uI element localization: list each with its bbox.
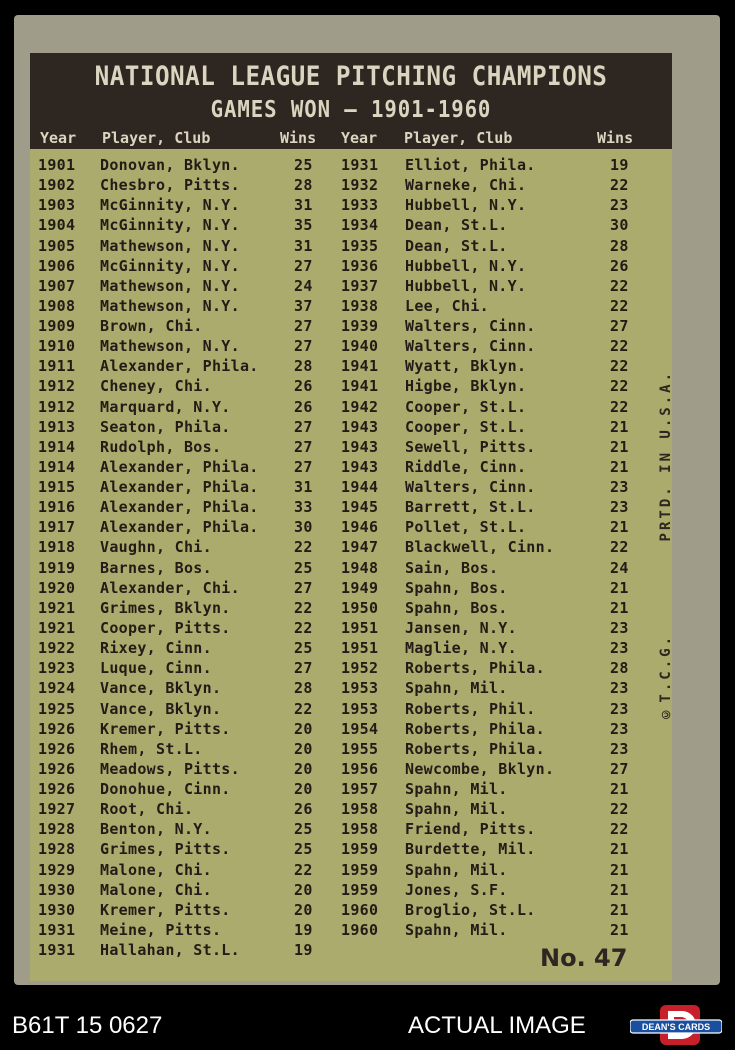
row-wins: 24 (610, 558, 629, 577)
row-wins: 23 (610, 679, 629, 698)
row-wins: 22 (294, 860, 313, 879)
row-player: Jones, S.F. (405, 880, 508, 899)
row-player: Roberts, Phila. (405, 719, 545, 738)
row-wins: 22 (294, 618, 313, 637)
row-player: Alexander, Phila. (100, 457, 259, 476)
row-wins: 23 (610, 719, 629, 738)
row-year: 1930 (38, 880, 76, 899)
row-wins: 27 (294, 578, 313, 597)
row-player: Alexander, Phila. (100, 478, 259, 497)
row-player: Spahn, Bos. (405, 578, 508, 597)
row-wins: 21 (610, 920, 629, 939)
row-wins: 22 (610, 820, 629, 839)
row-player: Alexander, Phila. (100, 498, 259, 517)
row-player: Vaughn, Chi. (100, 538, 212, 557)
row-year: 1918 (38, 538, 76, 557)
row-player: Dean, St.L. (405, 236, 508, 255)
row-wins: 24 (294, 276, 313, 295)
row-year: 1909 (38, 317, 76, 336)
row-player: Walters, Cinn. (405, 337, 536, 356)
row-wins: 28 (610, 659, 629, 678)
row-year: 1952 (341, 659, 379, 678)
row-wins: 21 (610, 457, 629, 476)
row-player: Elliot, Phila. (405, 156, 536, 174)
row-wins: 21 (610, 860, 629, 879)
row-player: Barnes, Bos. (100, 558, 212, 577)
row-wins: 19 (610, 156, 629, 174)
row-player: Grimes, Pitts. (100, 840, 231, 859)
row-wins: 25 (294, 558, 313, 577)
row-year: 1929 (38, 860, 76, 879)
row-player: Hubbell, N.Y. (405, 276, 527, 295)
row-wins: 23 (610, 639, 629, 658)
row-year: 1919 (38, 558, 76, 577)
row-wins: 27 (294, 317, 313, 336)
row-player: Higbe, Bklyn. (405, 377, 527, 396)
row-wins: 23 (610, 478, 629, 497)
row-player: Malone, Chi. (100, 860, 212, 879)
row-wins: 20 (294, 900, 313, 919)
row-player: Hubbell, N.Y. (405, 256, 527, 275)
row-wins: 27 (294, 457, 313, 476)
row-player: Warneke, Chi. (405, 176, 527, 195)
row-year: 1945 (341, 498, 379, 517)
row-player: Spahn, Mil. (405, 860, 508, 879)
row-player: Vance, Bklyn. (100, 679, 222, 698)
row-wins: 21 (610, 437, 629, 456)
row-wins: 26 (294, 377, 313, 396)
row-wins: 35 (294, 216, 313, 235)
row-year: 1914 (38, 437, 76, 456)
row-year: 1921 (38, 618, 76, 637)
row-wins: 22 (610, 538, 629, 557)
header-wins-right: Wins (597, 129, 634, 147)
row-wins: 27 (610, 759, 629, 778)
row-wins: 22 (610, 296, 629, 315)
row-player: Mathewson, N.Y. (100, 296, 240, 315)
row-player: Donovan, Bklyn. (100, 156, 240, 174)
row-year: 1941 (341, 377, 379, 396)
row-wins: 22 (610, 176, 629, 195)
row-wins: 31 (294, 196, 313, 215)
row-wins: 21 (610, 840, 629, 859)
row-year: 1911 (38, 357, 76, 376)
row-wins: 27 (610, 317, 629, 336)
row-wins: 20 (294, 780, 313, 799)
row-player: Spahn, Bos. (405, 598, 508, 617)
row-wins: 21 (610, 780, 629, 799)
row-year: 1937 (341, 276, 379, 295)
row-wins: 21 (610, 518, 629, 537)
row-wins: 31 (294, 236, 313, 255)
row-year: 1926 (38, 759, 76, 778)
row-year: 1943 (341, 417, 379, 436)
row-year: 1938 (341, 296, 379, 315)
row-wins: 21 (610, 880, 629, 899)
row-year: 1933 (341, 196, 379, 215)
row-wins: 31 (294, 478, 313, 497)
row-player: Roberts, Phil. (405, 699, 536, 718)
row-player: Spahn, Mil. (405, 800, 508, 819)
row-player: Spahn, Mil. (405, 780, 508, 799)
row-player: Alexander, Chi. (100, 578, 240, 597)
row-player: Mathewson, N.Y. (100, 276, 240, 295)
row-year: 1951 (341, 639, 379, 658)
actual-image-label: ACTUAL IMAGE (408, 1012, 586, 1039)
row-year: 1903 (38, 196, 76, 215)
row-year: 1906 (38, 256, 76, 275)
row-wins: 22 (610, 337, 629, 356)
row-wins: 28 (294, 176, 313, 195)
row-year: 1901 (38, 156, 76, 174)
row-wins: 23 (610, 196, 629, 215)
row-player: Benton, N.Y. (100, 820, 212, 839)
row-year: 1932 (341, 176, 379, 195)
row-year: 1927 (38, 800, 76, 819)
row-year: 1931 (38, 920, 76, 939)
row-wins: 25 (294, 639, 313, 658)
row-year: 1914 (38, 457, 76, 476)
row-player: Wyatt, Bklyn. (405, 357, 527, 376)
logo-text: DEAN'S CARDS (641, 1022, 711, 1032)
row-wins: 28 (294, 357, 313, 376)
row-year: 1902 (38, 176, 76, 195)
row-wins: 21 (610, 417, 629, 436)
row-year: 1922 (38, 639, 76, 658)
row-wins: 22 (610, 377, 629, 396)
row-player: Malone, Chi. (100, 880, 212, 899)
deans-cards-logo (630, 1005, 722, 1045)
row-year: 1913 (38, 417, 76, 436)
row-player: Grimes, Bklyn. (100, 598, 231, 617)
row-year: 1926 (38, 719, 76, 738)
row-year: 1959 (341, 840, 379, 859)
row-wins: 27 (294, 417, 313, 436)
row-year: 1926 (38, 780, 76, 799)
row-player: Donohue, Cinn. (100, 780, 231, 799)
row-year: 1947 (341, 538, 379, 557)
row-wins: 28 (610, 236, 629, 255)
row-wins: 37 (294, 296, 313, 315)
row-player: Newcombe, Bklyn. (405, 759, 555, 778)
row-player: Root, Chi. (100, 800, 194, 819)
row-player: Seaton, Phila. (100, 417, 231, 436)
row-player: Rixey, Cinn. (100, 639, 212, 658)
row-player: Vance, Bklyn. (100, 699, 222, 718)
row-player: Barrett, St.L. (405, 498, 536, 517)
row-wins: 27 (294, 256, 313, 275)
row-wins: 20 (294, 880, 313, 899)
row-player: Roberts, Phila. (405, 659, 545, 678)
row-player: Friend, Pitts. (405, 820, 536, 839)
header-player-right: Player, Club (404, 129, 513, 147)
row-player: Walters, Cinn. (405, 317, 536, 336)
row-player: McGinnity, N.Y. (100, 256, 240, 275)
row-year: 1910 (38, 337, 76, 356)
row-player: Cheney, Chi. (100, 377, 212, 396)
row-player: Lee, Chi. (405, 296, 489, 315)
row-wins: 27 (294, 659, 313, 678)
row-year: 1926 (38, 739, 76, 758)
row-year: 1928 (38, 840, 76, 859)
row-player: Spahn, Mil. (405, 920, 508, 939)
row-year: 1928 (38, 820, 76, 839)
row-player: Broglio, St.L. (405, 900, 536, 919)
row-wins: 22 (610, 397, 629, 416)
row-player: Maglie, N.Y. (405, 639, 517, 658)
row-player: Hallahan, St.L. (100, 941, 240, 960)
row-wins: 20 (294, 719, 313, 738)
row-player: Rudolph, Bos. (100, 437, 222, 456)
row-player: Marquard, N.Y. (100, 397, 231, 416)
row-year: 1957 (341, 780, 379, 799)
row-wins: 22 (294, 538, 313, 557)
row-year: 1949 (341, 578, 379, 597)
row-player: Sain, Bos. (405, 558, 499, 577)
row-year: 1917 (38, 518, 76, 537)
row-year: 1944 (341, 478, 379, 497)
row-wins: 30 (294, 518, 313, 537)
row-year: 1940 (341, 337, 379, 356)
header-wins-left: Wins (280, 129, 317, 147)
row-player: Mathewson, N.Y. (100, 337, 240, 356)
row-player: McGinnity, N.Y. (100, 196, 240, 215)
row-player: Spahn, Mil. (405, 679, 508, 698)
row-wins: 28 (294, 679, 313, 698)
row-year: 1942 (341, 397, 379, 416)
row-year: 1946 (341, 518, 379, 537)
row-wins: 30 (610, 216, 629, 235)
row-player: Pollet, St.L. (405, 518, 527, 537)
row-player: Blackwell, Cinn. (405, 538, 555, 557)
row-year: 1907 (38, 276, 76, 295)
row-year: 1955 (341, 739, 379, 758)
row-year: 1921 (38, 598, 76, 617)
header-year-left: Year (40, 129, 77, 147)
row-year: 1924 (38, 679, 76, 698)
row-year: 1954 (341, 719, 379, 738)
row-year: 1904 (38, 216, 76, 235)
row-wins: 21 (610, 598, 629, 617)
row-year: 1958 (341, 800, 379, 819)
row-wins: 23 (610, 739, 629, 758)
printed-in-usa-text: PRTD. IN U.S.A. (658, 370, 674, 542)
row-year: 1923 (38, 659, 76, 678)
row-year: 1915 (38, 478, 76, 497)
row-wins: 22 (294, 699, 313, 718)
row-year: 1956 (341, 759, 379, 778)
row-year: 1905 (38, 236, 76, 255)
row-year: 1931 (341, 156, 379, 174)
row-year: 1930 (38, 900, 76, 919)
row-wins: 19 (294, 941, 313, 960)
row-player: Kremer, Pitts. (100, 719, 231, 738)
card-subtitle: GAMES WON — 1901-1960 (210, 97, 492, 123)
row-wins: 22 (294, 598, 313, 617)
row-player: Sewell, Pitts. (405, 437, 536, 456)
card-title: NATIONAL LEAGUE PITCHING CHAMPIONS (94, 61, 608, 92)
row-player: Cooper, St.L. (405, 397, 527, 416)
row-year: 1936 (341, 256, 379, 275)
row-year: 1950 (341, 598, 379, 617)
row-wins: 23 (610, 618, 629, 637)
row-player: Jansen, N.Y. (405, 618, 517, 637)
row-wins: 23 (610, 498, 629, 517)
row-wins: 33 (294, 498, 313, 517)
row-wins: 20 (294, 739, 313, 758)
row-player: Roberts, Phila. (405, 739, 545, 758)
card-header (30, 53, 672, 129)
row-player: Dean, St.L. (405, 216, 508, 235)
row-wins: 26 (294, 800, 313, 819)
row-year: 1939 (341, 317, 379, 336)
row-year: 1935 (341, 236, 379, 255)
row-year: 1916 (38, 498, 76, 517)
header-player-left: Player, Club (102, 129, 211, 147)
inventory-code: B61T 15 0627 (12, 1012, 163, 1039)
row-player: Meine, Pitts. (100, 920, 222, 939)
row-wins: 23 (610, 699, 629, 718)
row-wins: 22 (610, 357, 629, 376)
column-headers (30, 129, 672, 149)
row-player: Alexander, Phila. (100, 357, 259, 376)
row-year: 1959 (341, 880, 379, 899)
row-player: Kremer, Pitts. (100, 900, 231, 919)
row-year: 1948 (341, 558, 379, 577)
row-year: 1943 (341, 437, 379, 456)
row-player: Alexander, Phila. (100, 518, 259, 537)
row-player: Mathewson, N.Y. (100, 236, 240, 255)
row-wins: 22 (610, 276, 629, 295)
row-year: 1912 (38, 377, 76, 396)
row-player: Hubbell, N.Y. (405, 196, 527, 215)
row-player: Burdette, Mil. (405, 840, 536, 859)
row-wins: 26 (610, 256, 629, 275)
row-player: Rhem, St.L. (100, 739, 203, 758)
row-year: 1934 (341, 216, 379, 235)
row-year: 1943 (341, 457, 379, 476)
row-year: 1908 (38, 296, 76, 315)
row-year: 1951 (341, 618, 379, 637)
row-year: 1959 (341, 860, 379, 879)
row-wins: 22 (610, 800, 629, 819)
row-wins: 25 (294, 820, 313, 839)
row-player: Cooper, St.L. (405, 417, 527, 436)
row-year: 1920 (38, 578, 76, 597)
row-player: Meadows, Pitts. (100, 759, 240, 778)
row-wins: 27 (294, 437, 313, 456)
card-number: No. 47 (540, 944, 628, 972)
row-player: McGinnity, N.Y. (100, 216, 240, 235)
row-player: Riddle, Cinn. (405, 457, 527, 476)
row-wins: 21 (610, 900, 629, 919)
row-wins: 19 (294, 920, 313, 939)
row-year: 1960 (341, 920, 379, 939)
row-wins: 20 (294, 759, 313, 778)
row-year: 1960 (341, 900, 379, 919)
row-wins: 27 (294, 337, 313, 356)
row-year: 1958 (341, 820, 379, 839)
row-year: 1925 (38, 699, 76, 718)
row-year: 1941 (341, 357, 379, 376)
row-wins: 25 (294, 840, 313, 859)
row-player: Luque, Cinn. (100, 659, 212, 678)
row-player: Walters, Cinn. (405, 478, 536, 497)
row-year: 1953 (341, 679, 379, 698)
row-wins: 21 (610, 578, 629, 597)
header-year-right: Year (341, 129, 378, 147)
row-player: Cooper, Pitts. (100, 618, 231, 637)
row-year: 1912 (38, 397, 76, 416)
row-wins: 25 (294, 156, 313, 174)
row-player: Brown, Chi. (100, 317, 203, 336)
copyright-text: ©T.C.G. (658, 634, 674, 722)
row-year: 1931 (38, 941, 76, 960)
row-wins: 26 (294, 397, 313, 416)
row-year: 1953 (341, 699, 379, 718)
row-player: Chesbro, Pitts. (100, 176, 240, 195)
